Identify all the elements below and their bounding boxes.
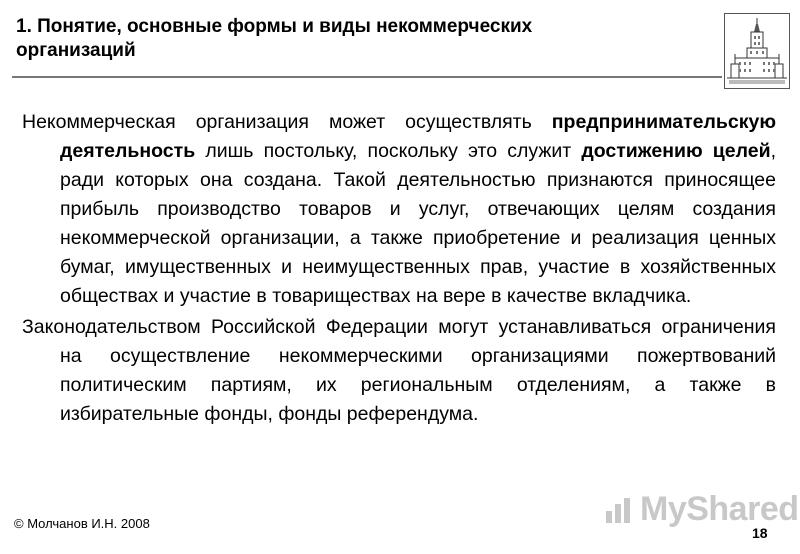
text-segment: , ради которых она создана. Такой деятельностью признаются приносящее прибыль производство товаров и услуг, отвечающих целям создания некоммерческой организации, а также приобретение и реализация ценных бумаг, имущественных и неимущественных прав, участие в хозяйственных обществах и участие в товариществах на вере в качестве вкладчика. [60,140,776,307]
bold-term-entrepreneurship: предпринимательскую деятельность [60,111,776,162]
bold-term-goals: достижению целей [581,140,771,162]
page-number: 18 [752,525,768,541]
building-icon [725,14,789,88]
text-segment: Некоммерческая организация может осуществлять [22,111,552,133]
paragraph-restrictions: Законодательством Российской Федерации могут устанавливаться ограничения на осуществление некоммерческими организациями пожертвований политическим партиям, их региональным отделениям, а также в избирательные фонды, фонды референдума. [22,316,776,425]
title-divider [12,76,722,78]
university-building-logo [724,13,790,89]
chart-bars-icon [604,495,634,525]
watermark-text: MyShared [640,490,799,528]
slide-title: 1. Понятие, основные формы и виды некоммерческих организаций [16,16,533,61]
watermark [604,490,799,529]
paragraph-activity [22,108,776,311]
slide-body [22,108,776,429]
footer-copyright: © Молчанов И.Н. 2008 [14,516,150,531]
text-segment: лишь постольку, поскольку это служит [195,140,582,162]
